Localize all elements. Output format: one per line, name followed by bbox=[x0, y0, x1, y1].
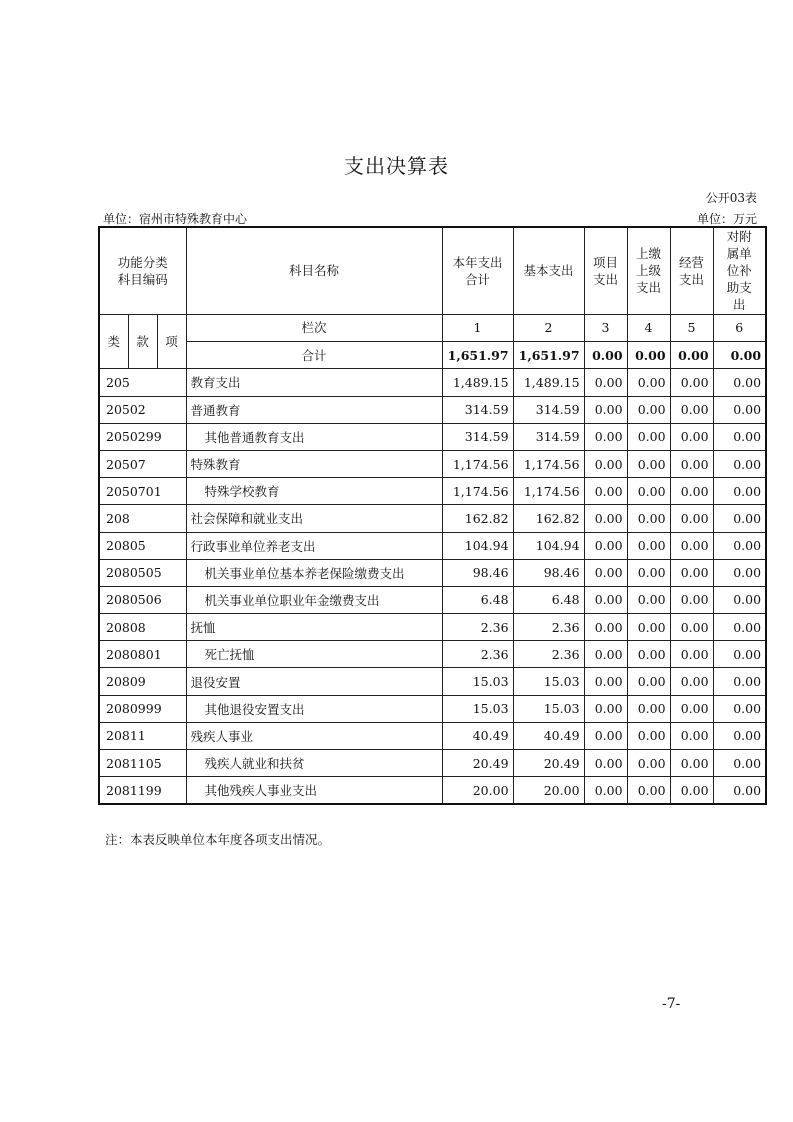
column-number: 1 bbox=[442, 315, 513, 342]
row-value: 0.00 bbox=[627, 450, 670, 477]
row-value: 0.00 bbox=[584, 450, 627, 477]
page-title: 支出决算表 bbox=[344, 154, 449, 178]
column-number: 2 bbox=[513, 315, 584, 342]
total-value: 1,651.97 bbox=[513, 342, 584, 369]
row-value: 0.00 bbox=[713, 478, 766, 505]
row-code: 2050299 bbox=[99, 423, 186, 450]
header-kuan: 款 bbox=[128, 315, 157, 369]
row-value: 0.00 bbox=[713, 505, 766, 532]
column-row-label: 栏次 bbox=[186, 315, 442, 342]
row-value: 20.49 bbox=[442, 750, 513, 777]
row-value: 0.00 bbox=[713, 450, 766, 477]
row-value: 20.00 bbox=[442, 777, 513, 805]
row-name: 其他普通教育支出 bbox=[186, 423, 442, 450]
row-value: 0.00 bbox=[627, 641, 670, 668]
row-name: 死亡抚恤 bbox=[186, 641, 442, 668]
row-name: 普通教育 bbox=[186, 396, 442, 423]
header-code-group: 功能分类 科目编码 bbox=[99, 227, 186, 315]
column-number: 5 bbox=[670, 315, 713, 342]
row-value: 0.00 bbox=[584, 423, 627, 450]
row-value: 40.49 bbox=[442, 722, 513, 749]
row-value: 314.59 bbox=[442, 396, 513, 423]
row-value: 1,489.15 bbox=[442, 369, 513, 396]
row-code: 2081199 bbox=[99, 777, 186, 805]
total-value: 1,651.97 bbox=[442, 342, 513, 369]
row-name: 抚恤 bbox=[186, 614, 442, 641]
header-cat: 类 bbox=[99, 315, 128, 369]
row-value: 0.00 bbox=[670, 369, 713, 396]
row-value: 1,174.56 bbox=[442, 478, 513, 505]
row-value: 6.48 bbox=[513, 586, 584, 613]
table-row bbox=[99, 668, 766, 695]
row-code: 2080506 bbox=[99, 586, 186, 613]
row-value: 314.59 bbox=[442, 423, 513, 450]
header-subsidiary: 对附 属单 位补 助支 出 bbox=[713, 227, 766, 315]
row-code: 2080505 bbox=[99, 559, 186, 586]
row-code: 20808 bbox=[99, 614, 186, 641]
row-value: 0.00 bbox=[627, 369, 670, 396]
row-name: 机关事业单位基本养老保险缴费支出 bbox=[186, 559, 442, 586]
row-name: 特殊学校教育 bbox=[186, 478, 442, 505]
header-xiang: 项 bbox=[157, 315, 186, 369]
row-name: 残疾人就业和扶贫 bbox=[186, 750, 442, 777]
column-number: 6 bbox=[713, 315, 766, 342]
total-value: 0.00 bbox=[670, 342, 713, 369]
row-name: 退役安置 bbox=[186, 668, 442, 695]
row-value: 0.00 bbox=[627, 777, 670, 805]
row-value: 0.00 bbox=[584, 478, 627, 505]
row-value: 0.00 bbox=[627, 396, 670, 423]
total-value: 0.00 bbox=[584, 342, 627, 369]
row-value: 15.03 bbox=[513, 695, 584, 722]
expenditure-table bbox=[98, 226, 767, 805]
row-name: 特殊教育 bbox=[186, 450, 442, 477]
row-value: 0.00 bbox=[713, 396, 766, 423]
table-row bbox=[99, 450, 766, 477]
row-code: 20502 bbox=[99, 396, 186, 423]
row-value: 1,174.56 bbox=[513, 450, 584, 477]
column-number: 3 bbox=[584, 315, 627, 342]
row-code: 2050701 bbox=[99, 478, 186, 505]
row-value: 0.00 bbox=[584, 369, 627, 396]
row-value: 0.00 bbox=[670, 695, 713, 722]
row-value: 0.00 bbox=[627, 559, 670, 586]
table-row bbox=[99, 586, 766, 613]
row-code: 2080801 bbox=[99, 641, 186, 668]
row-value: 0.00 bbox=[584, 777, 627, 805]
row-value: 0.00 bbox=[713, 722, 766, 749]
row-code: 20809 bbox=[99, 668, 186, 695]
table-row bbox=[99, 478, 766, 505]
row-value: 0.00 bbox=[670, 559, 713, 586]
row-value: 0.00 bbox=[584, 722, 627, 749]
row-name: 行政事业单位养老支出 bbox=[186, 532, 442, 559]
row-value: 0.00 bbox=[627, 750, 670, 777]
row-code: 2081105 bbox=[99, 750, 186, 777]
row-name: 其他退役安置支出 bbox=[186, 695, 442, 722]
row-value: 0.00 bbox=[670, 505, 713, 532]
row-value: 0.00 bbox=[713, 369, 766, 396]
row-value: 0.00 bbox=[670, 641, 713, 668]
row-value: 0.00 bbox=[713, 423, 766, 450]
row-code: 20811 bbox=[99, 722, 186, 749]
column-number: 4 bbox=[627, 315, 670, 342]
currency-label: 单位：万元 bbox=[696, 212, 757, 226]
row-value: 0.00 bbox=[584, 668, 627, 695]
row-value: 1,489.15 bbox=[513, 369, 584, 396]
row-value: 2.36 bbox=[442, 614, 513, 641]
row-name: 社会保障和就业支出 bbox=[186, 505, 442, 532]
row-code: 2080999 bbox=[99, 695, 186, 722]
row-code: 20805 bbox=[99, 532, 186, 559]
row-value: 0.00 bbox=[627, 586, 670, 613]
header-name: 科目名称 bbox=[186, 227, 442, 315]
row-value: 0.00 bbox=[670, 750, 713, 777]
row-value: 0.00 bbox=[670, 668, 713, 695]
row-name: 其他残疾人事业支出 bbox=[186, 777, 442, 805]
row-value: 15.03 bbox=[442, 695, 513, 722]
table-note: 注：本表反映单位本年度各项支出情况。 bbox=[105, 832, 331, 847]
row-value: 2.36 bbox=[513, 614, 584, 641]
row-value: 2.36 bbox=[442, 641, 513, 668]
row-value: 0.00 bbox=[670, 586, 713, 613]
unit-label: 单位：宿州市特殊教育中心 bbox=[103, 212, 248, 226]
row-code: 20507 bbox=[99, 450, 186, 477]
table-row bbox=[99, 369, 766, 396]
row-value: 1,174.56 bbox=[513, 478, 584, 505]
row-value: 15.03 bbox=[513, 668, 584, 695]
total-label: 合计 bbox=[186, 342, 442, 369]
row-value: 0.00 bbox=[670, 423, 713, 450]
table-row bbox=[99, 559, 766, 586]
row-value: 6.48 bbox=[442, 586, 513, 613]
row-value: 0.00 bbox=[713, 641, 766, 668]
row-name: 残疾人事业 bbox=[186, 722, 442, 749]
table-row bbox=[99, 722, 766, 749]
row-value: 0.00 bbox=[627, 505, 670, 532]
table-row bbox=[99, 396, 766, 423]
row-value: 0.00 bbox=[713, 750, 766, 777]
row-code: 208 bbox=[99, 505, 186, 532]
row-value: 104.94 bbox=[513, 532, 584, 559]
row-value: 0.00 bbox=[670, 722, 713, 749]
row-value: 2.36 bbox=[513, 641, 584, 668]
row-value: 98.46 bbox=[513, 559, 584, 586]
total-row bbox=[99, 342, 766, 369]
row-value: 0.00 bbox=[584, 641, 627, 668]
table-row bbox=[99, 750, 766, 777]
row-value: 0.00 bbox=[584, 559, 627, 586]
row-value: 0.00 bbox=[670, 777, 713, 805]
row-value: 98.46 bbox=[442, 559, 513, 586]
table-row bbox=[99, 505, 766, 532]
row-value: 40.49 bbox=[513, 722, 584, 749]
row-value: 0.00 bbox=[670, 478, 713, 505]
row-value: 0.00 bbox=[670, 450, 713, 477]
row-value: 0.00 bbox=[713, 777, 766, 805]
header-upper: 上缴 上级 支出 bbox=[627, 227, 670, 315]
row-code: 205 bbox=[99, 369, 186, 396]
column-number-row bbox=[99, 315, 766, 342]
row-name: 机关事业单位职业年金缴费支出 bbox=[186, 586, 442, 613]
row-value: 0.00 bbox=[627, 423, 670, 450]
row-value: 0.00 bbox=[584, 396, 627, 423]
row-value: 0.00 bbox=[584, 695, 627, 722]
row-name: 教育支出 bbox=[186, 369, 442, 396]
row-value: 20.00 bbox=[513, 777, 584, 805]
row-value: 0.00 bbox=[627, 478, 670, 505]
row-value: 0.00 bbox=[627, 722, 670, 749]
table-row bbox=[99, 423, 766, 450]
row-value: 0.00 bbox=[627, 532, 670, 559]
row-value: 0.00 bbox=[627, 695, 670, 722]
row-value: 0.00 bbox=[670, 532, 713, 559]
row-value: 0.00 bbox=[670, 396, 713, 423]
row-value: 0.00 bbox=[670, 614, 713, 641]
row-value: 0.00 bbox=[713, 668, 766, 695]
row-value: 20.49 bbox=[513, 750, 584, 777]
row-value: 0.00 bbox=[713, 532, 766, 559]
row-value: 0.00 bbox=[713, 614, 766, 641]
table-row bbox=[99, 614, 766, 641]
header-basic: 基本支出 bbox=[513, 227, 584, 315]
header-project: 项目 支出 bbox=[584, 227, 627, 315]
row-value: 0.00 bbox=[584, 750, 627, 777]
row-value: 0.00 bbox=[627, 614, 670, 641]
table-row bbox=[99, 777, 766, 805]
total-value: 0.00 bbox=[627, 342, 670, 369]
row-value: 314.59 bbox=[513, 423, 584, 450]
row-value: 0.00 bbox=[584, 532, 627, 559]
table-row bbox=[99, 532, 766, 559]
row-value: 0.00 bbox=[713, 559, 766, 586]
row-value: 0.00 bbox=[627, 668, 670, 695]
row-value: 0.00 bbox=[584, 505, 627, 532]
row-value: 0.00 bbox=[584, 586, 627, 613]
row-value: 314.59 bbox=[513, 396, 584, 423]
total-value: 0.00 bbox=[713, 342, 766, 369]
row-value: 0.00 bbox=[713, 695, 766, 722]
header-business: 经营 支出 bbox=[670, 227, 713, 315]
row-value: 162.82 bbox=[513, 505, 584, 532]
row-value: 0.00 bbox=[584, 614, 627, 641]
row-value: 162.82 bbox=[442, 505, 513, 532]
header-row bbox=[99, 227, 766, 315]
row-value: 15.03 bbox=[442, 668, 513, 695]
row-value: 1,174.56 bbox=[442, 450, 513, 477]
table-row bbox=[99, 641, 766, 668]
table-row bbox=[99, 695, 766, 722]
row-value: 104.94 bbox=[442, 532, 513, 559]
row-value: 0.00 bbox=[713, 586, 766, 613]
page-number: -7- bbox=[662, 996, 681, 1012]
form-number: 公开03表 bbox=[705, 191, 757, 205]
header-total: 本年支出 合计 bbox=[442, 227, 513, 315]
